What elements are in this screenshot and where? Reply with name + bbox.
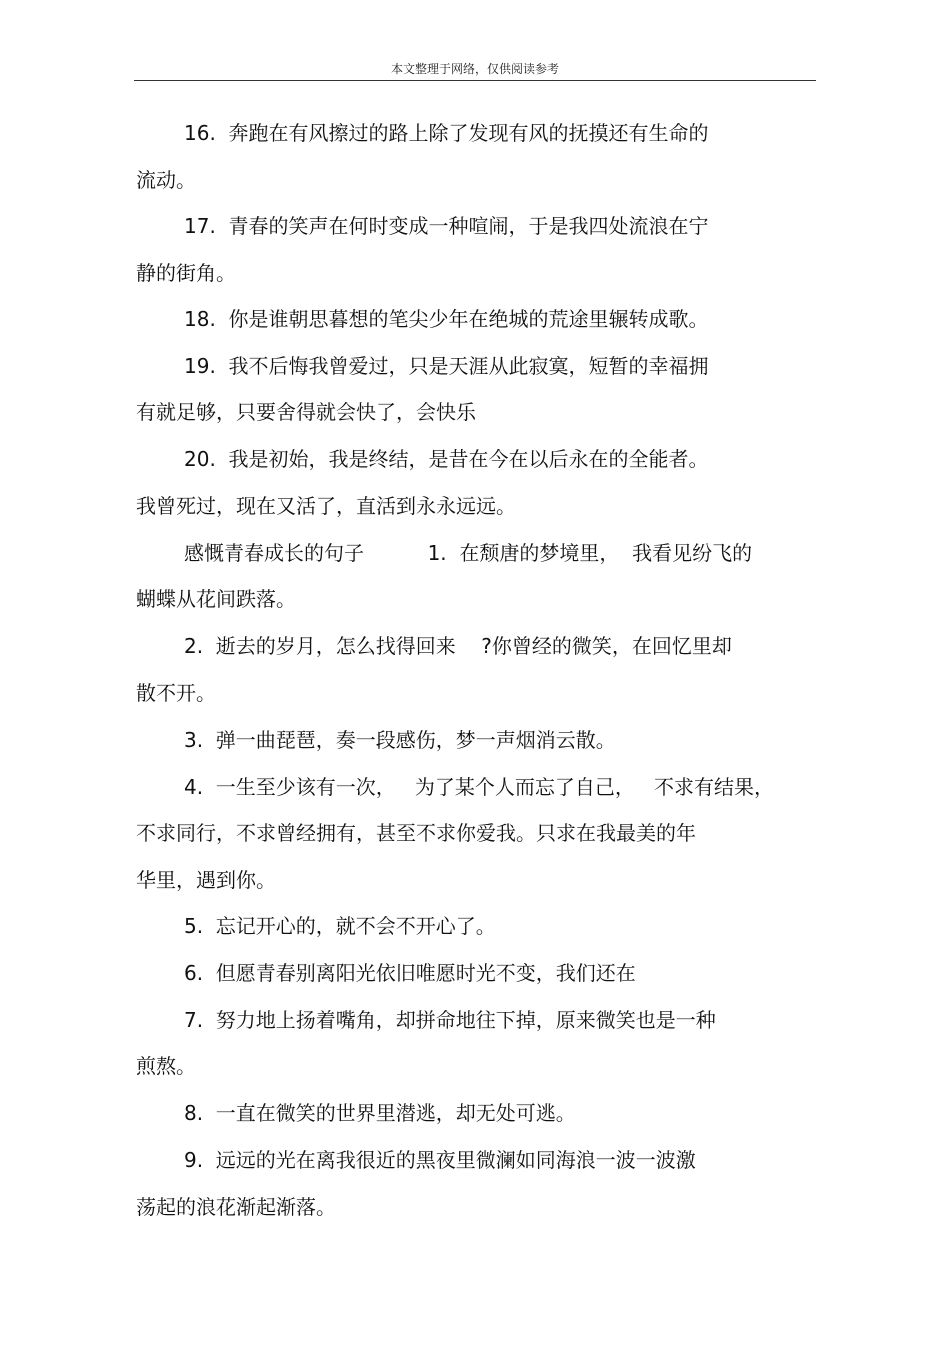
paragraph-line: 9. 远远的光在离我很近的黑夜里微澜如同海浪一波一波激: [184, 1148, 696, 1172]
paragraph-line: 荡起的浪花渐起渐落。: [136, 1195, 336, 1219]
page-header: 本文整理于网络，仅供阅读参考: [390, 62, 559, 76]
paragraph-line: 3. 弹一曲琵琶，奏一段感伤，梦一声烟消云散。: [184, 728, 616, 752]
paragraph-line: 不求同行，不求曾经拥有，甚至不求你爱我。只求在我最美的年: [136, 821, 696, 845]
section-heading-line: 感慨青春成长的句子 1. 在颓唐的梦境里， 我看见纷飞的: [184, 541, 753, 565]
paragraph-line: 17. 青春的笑声在何时变成一种喧闹，于是我四处流浪在宁: [184, 214, 709, 238]
paragraph-line: 有就足够，只要舍得就会快了，会快乐: [136, 400, 476, 424]
paragraph-line: 19. 我不后悔我曾爱过，只是天涯从此寂寞，短暂的幸福拥: [184, 354, 709, 378]
paragraph-line: 8. 一直在微笑的世界里潜逃，却无处可逃。: [184, 1101, 576, 1125]
header-divider: [134, 80, 816, 81]
paragraph-line: 流动。: [136, 168, 196, 192]
paragraph-line: 18. 你是谁朝思暮想的笔尖少年在绝城的荒途里辗转成歌。: [184, 307, 709, 331]
paragraph-line: 4. 一生至少该有一次， 为了某个人而忘了自己， 不求有结果，: [184, 775, 774, 799]
paragraph-line: 华里，遇到你。: [136, 868, 276, 892]
paragraph-line: 静的街角。: [136, 261, 236, 285]
paragraph-line: 6. 但愿青春别离阳光依旧唯愿时光不变，我们还在: [184, 961, 636, 985]
paragraph-line: 16. 奔跑在有风擦过的路上除了发现有风的抚摸还有生命的: [184, 121, 709, 145]
paragraph-line: 5. 忘记开心的，就不会不开心了。: [184, 914, 496, 938]
paragraph-line: 我曾死过，现在又活了，直活到永永远远。: [136, 494, 516, 518]
paragraph-line: 7. 努力地上扬着嘴角，却拼命地往下掉，原来微笑也是一种: [184, 1008, 716, 1032]
paragraph-line: 2. 逝去的岁月，怎么找得回来 ?你曾经的微笑，在回忆里却: [184, 634, 732, 658]
paragraph-line: 散不开。: [136, 681, 216, 705]
paragraph-line: 煎熬。: [136, 1054, 196, 1078]
paragraph-line: 蝴蝶从花间跌落。: [136, 587, 296, 611]
paragraph-line: 20. 我是初始，我是终结，是昔在今在以后永在的全能者。: [184, 447, 709, 471]
